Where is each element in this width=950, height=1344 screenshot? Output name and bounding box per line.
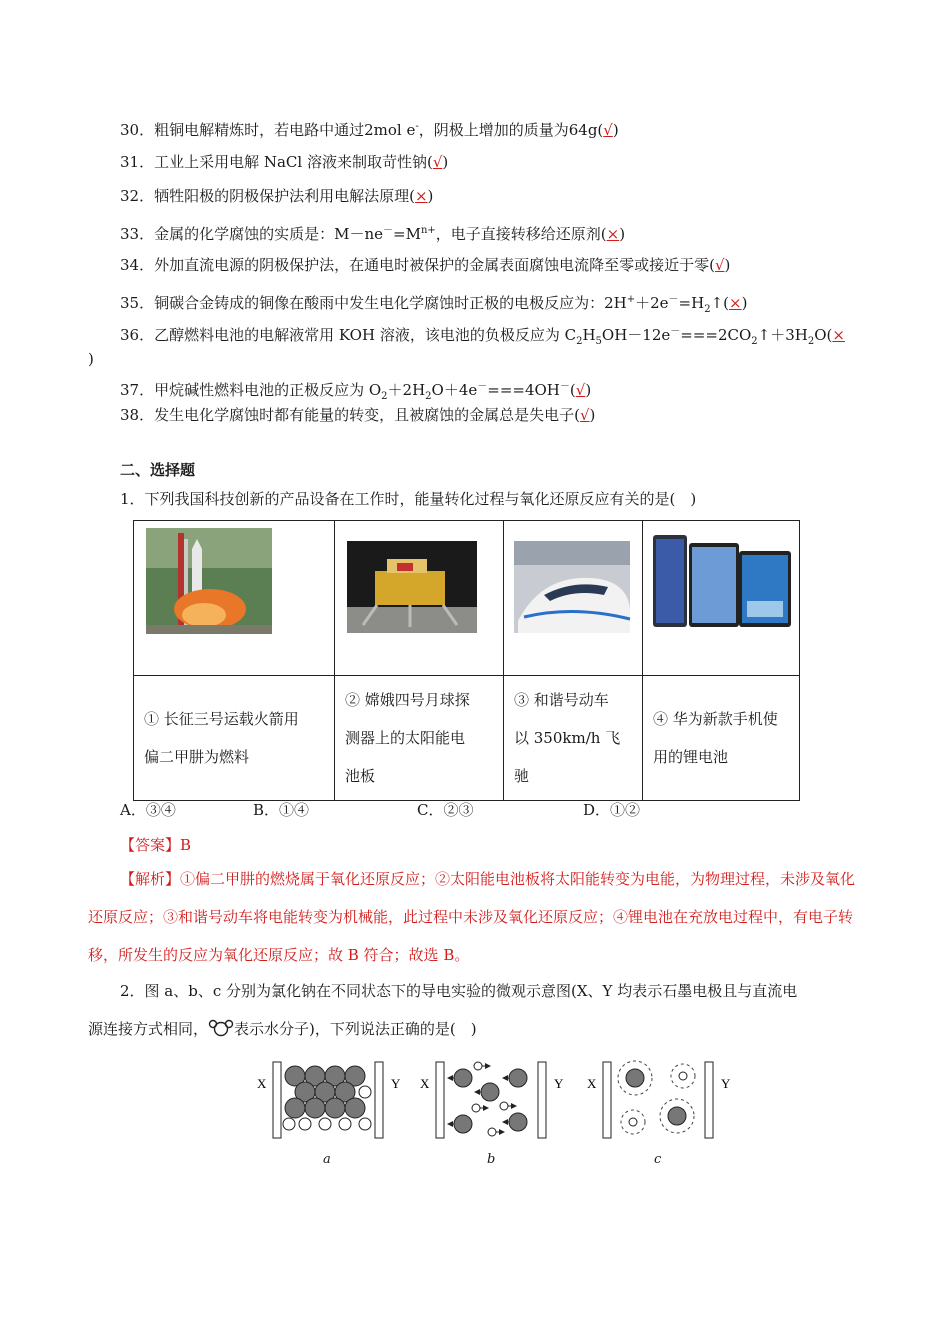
- question-1-table: [133, 520, 800, 801]
- question-2-stem: 2．图 a、b、c 分别为氯化钠在不同状态下的导电实验的微观示意图(X、Y 均表示石墨电极且与直流电 源连接方式相同， 表示水分子)，下列说法正确的是( ): [88, 982, 798, 1038]
- section-heading: 二、选择题: [120, 461, 196, 479]
- judgment-33: 33．金属的化学腐蚀的实质是：$M-ne^-=M^{n+}$，电子直接转移给还原剂(×): [120, 225, 626, 243]
- water-molecule-icon: [208, 1019, 234, 1037]
- judgment-36: 36．乙醇燃料电池的电解液常用 KOH 溶液，该电池的负极反应为 $C_2H_5OH-12e^-===2CO_2↑+3H_2O(\times$: [120, 326, 845, 347]
- judgment-30: 30．粗铜电解精炼时，若电路中通过2mol e-，阴极上增加的质量为64g(√): [120, 121, 619, 139]
- choice-a[interactable]: A．③④: [120, 801, 176, 819]
- answer-mark: ×: [414, 187, 428, 205]
- svg-text:X: X: [257, 1076, 267, 1091]
- answer-mark: ×: [729, 294, 742, 312]
- question-1-stem: 1．下列我国科技创新的产品设备在工作时，能量转化过程与氧化还原反应有关的是( ): [120, 490, 697, 508]
- answer-mark: ×: [832, 326, 845, 344]
- svg-text:Y: Y: [391, 1076, 401, 1091]
- answer-mark: √: [579, 406, 590, 424]
- choice-c[interactable]: C．②③: [417, 801, 474, 819]
- lunar-probe-image: [335, 521, 503, 671]
- option-1-caption: ① 长征三号运载火箭用 偏二甲肼为燃料: [134, 676, 335, 801]
- option-4-caption: ④ 华为新款手机使 用的锂电池: [643, 676, 800, 801]
- judgment-32: 32．牺牲阳极的阴极保护法利用电解法原理(×): [120, 187, 434, 205]
- judgment-36-close: ): [88, 350, 94, 368]
- panel-label-c: c: [654, 1152, 662, 1167]
- panel-label-b: b: [487, 1152, 496, 1167]
- svg-text:Y: Y: [554, 1076, 564, 1091]
- answer-label: 【答案】B: [120, 836, 192, 854]
- svg-text:X: X: [420, 1076, 430, 1091]
- rocket-launch-image: [134, 521, 334, 671]
- diagram-panel-a: [257, 1062, 401, 1138]
- answer-mark: √: [603, 121, 613, 139]
- answer-mark: √: [575, 381, 586, 399]
- choice-d[interactable]: D．①②: [583, 801, 641, 819]
- question-1-choices: [120, 799, 820, 819]
- smartphone-image: [643, 521, 799, 671]
- lunar-probe-image-cell: [335, 521, 504, 676]
- phone-image-cell: [643, 521, 800, 676]
- svg-text:X: X: [587, 1076, 597, 1091]
- choice-b[interactable]: B．①④: [253, 801, 310, 819]
- judgment-37: 37．甲烷碱性燃料电池的正极反应为 $O_2+2H_2O+4e^-===4OH^-(√)$: [120, 381, 592, 402]
- panel-label-a: a: [323, 1152, 331, 1167]
- answer-mark: √: [714, 256, 725, 274]
- option-2-caption: ② 嫦娥四号月球探 测器上的太阳能电 池板: [335, 676, 504, 801]
- bullet-train-image: [504, 521, 642, 671]
- nacl-conduction-diagram: [255, 1052, 735, 1152]
- answer-mark: √: [432, 153, 443, 171]
- rocket-image-cell: [134, 521, 335, 676]
- judgment-31: 31．工业上采用电解 NaCl 溶液来制取苛性钠(√): [120, 153, 449, 171]
- diagram-panel-c: [587, 1061, 731, 1138]
- train-image-cell: [504, 521, 643, 676]
- judgment-35: 35．铜碳合金铸成的铜像在酸雨中发生电化学腐蚀时正极的电极反应为：$2H^++2e^-=H_2↑(\times)$: [120, 294, 748, 315]
- option-3-caption: ③ 和谐号动车 以 350km/h 飞驰: [504, 676, 643, 801]
- diagram-panel-b: [420, 1062, 564, 1138]
- ion-lattice: [283, 1066, 371, 1130]
- judgment-38: 38．发生电化学腐蚀时都有能量的转变，且被腐蚀的金属总是失电子(√): [120, 406, 596, 424]
- answer-mark: ×: [606, 225, 620, 243]
- judgment-34: 34．外加直流电源的阴极保护法，在通电时被保护的金属表面腐蚀电流降至零或接近于零(√): [120, 256, 731, 274]
- analysis: 【解析】①偏二甲肼的燃烧属于氧化还原反应；②太阳能电池板将太阳能转变为电能，为物理过程，未涉及氧化还原反应；③和谐号动车将电能转变为机械能，此过程中未涉及氧化还原反应；④锂电池在充放电过程中，有电子转移，所发生的反应为氧化还原反应；故 B 符合；故选 B。: [88, 870, 856, 964]
- svg-text:Y: Y: [721, 1076, 731, 1091]
